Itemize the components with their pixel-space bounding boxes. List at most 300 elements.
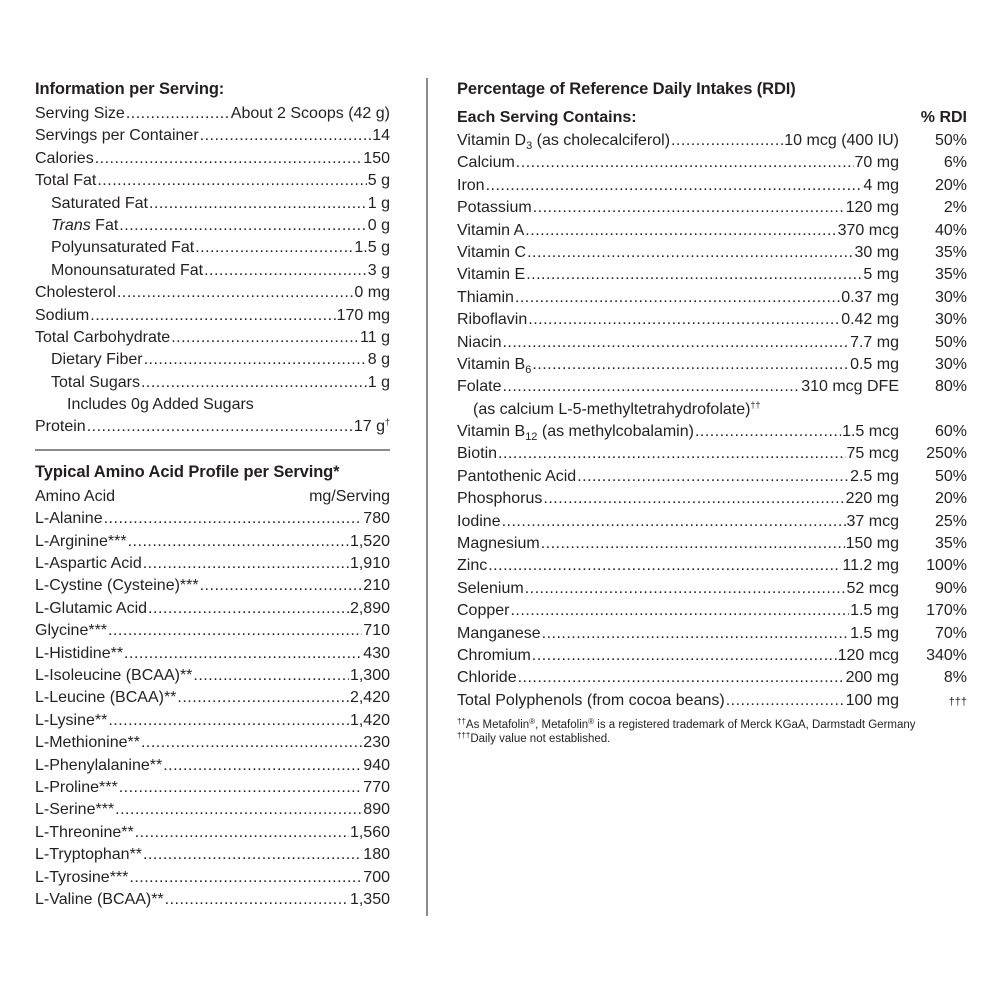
serving-label-text: Includes 0g Added Sugars [67, 396, 254, 414]
leader-dots [148, 598, 349, 620]
nutrient-amount: 0.5 mg [850, 355, 899, 373]
serving-label-text: Calories [35, 149, 94, 167]
nutrient-label: Zinc [457, 557, 488, 575]
amino-col-value: mg/Serving [309, 487, 390, 505]
amino-label: L-Histidine** [35, 644, 124, 662]
amino-row [35, 575, 390, 597]
serving-label [35, 170, 96, 192]
nutrient-rdi: 8% [943, 669, 967, 687]
serving-value [337, 305, 390, 327]
nutrient-row [457, 555, 967, 577]
leader-dots [195, 237, 353, 259]
serving-value-text: 11 g [360, 328, 390, 346]
serving-label [35, 103, 125, 125]
nutrient-row [457, 376, 967, 398]
leader-dots [117, 282, 353, 304]
nutrient-rdi: 50% [934, 467, 967, 485]
serving-title: Information per Serving: [35, 80, 225, 98]
amino-row [35, 755, 390, 777]
nutrient-row [457, 466, 967, 488]
serving-row [35, 103, 390, 125]
leader-dots [104, 508, 363, 530]
serving-value-text: About 2 Scoops (42 g) [230, 105, 390, 122]
leader-dots [542, 623, 849, 645]
nutrient-label: Biotin [457, 445, 498, 463]
leader-dots [149, 193, 367, 215]
nutrient-amount: 75 mcg [846, 445, 899, 463]
nutrient-label: Niacin [457, 333, 502, 351]
leader-dots [577, 466, 849, 488]
nutrient-amount: 70 mg [854, 154, 899, 172]
nutrient-amount: 200 mg [845, 669, 899, 687]
nutrient-row [457, 152, 967, 174]
nutrient-row [457, 645, 967, 667]
amino-label: Glycine*** [35, 622, 108, 640]
nutrient-rdi: 2% [943, 199, 967, 217]
footnotes [457, 718, 967, 746]
serving-label [51, 237, 194, 259]
nutrient-row [457, 600, 967, 622]
amino-label: L-Arginine*** [35, 532, 127, 550]
nutrient-row [457, 443, 967, 465]
amino-label: L-Valine (BCAA)** [35, 890, 164, 908]
nutrient-amount: 120 mcg [837, 646, 899, 664]
nutrient-amount: 120 mg [845, 199, 899, 217]
nutrient-amount: 7.7 mg [850, 333, 899, 351]
nutrient-rdi: 30% [934, 311, 967, 329]
serving-value-text: 0 mg [354, 284, 390, 302]
serving-value-text: 14 [372, 127, 390, 145]
leader-dots [532, 354, 849, 376]
serving-label-text: Protein [35, 418, 86, 436]
serving-list [35, 103, 390, 439]
footnote-daily-value: †††Daily value not established. [457, 731, 611, 746]
amino-label: L-Isoleucine (BCAA)** [35, 666, 193, 684]
leader-dots [518, 667, 845, 689]
nutrient-list [457, 443, 967, 712]
leader-dots [165, 889, 349, 911]
serving-label-italic: Trans [51, 216, 91, 234]
nutrient-list [457, 152, 967, 354]
serving-value-text: 1 g [367, 194, 390, 212]
leader-dots [126, 103, 230, 125]
serving-label [35, 416, 86, 438]
section-divider [35, 449, 390, 451]
amino-label: L-Tyrosine*** [35, 868, 129, 886]
serving-label-text: Monounsaturated Fat [51, 261, 204, 279]
nutrient-label: Potassium [457, 199, 532, 217]
nutrient-amount: 1.5 mg [850, 602, 899, 620]
nutrient-label: Vitamin $D_3$ (as cholecalciferol) [457, 132, 671, 152]
nutrient-amount: 310 mcg DFE [801, 378, 899, 396]
leader-dots [498, 443, 846, 465]
serving-row [35, 416, 390, 438]
leader-dots [124, 643, 362, 665]
leader-dots [108, 620, 362, 642]
leader-dots [526, 264, 862, 286]
nutrient-amount: 0.37 mg [841, 288, 899, 306]
amino-row [35, 777, 390, 799]
amino-value: 230 [363, 734, 390, 752]
leader-dots [528, 309, 840, 331]
serving-label-text: Saturated Fat [51, 194, 148, 212]
nutrient-label: Chloride [457, 669, 517, 687]
leader-dots [141, 372, 367, 394]
nutrient-label: Folate [457, 378, 502, 396]
nutrient-row [457, 533, 967, 555]
amino-row [35, 508, 390, 530]
serving-value-text: 170 mg [336, 306, 390, 324]
nutrient-rdi: 20% [934, 176, 967, 194]
leader-dots [525, 578, 846, 600]
serving-row [35, 237, 390, 259]
serving-value-text: 3 g [367, 261, 390, 279]
serving-row [35, 349, 390, 371]
dagger-mark: † [384, 417, 390, 428]
serving-value-text: 150 [363, 149, 390, 167]
serving-label-text: Total Carbohydrate [35, 328, 171, 346]
serving-row [35, 148, 390, 170]
nutrient-row [457, 309, 967, 331]
nutrient-amount: 0.42 mg [841, 311, 899, 329]
leader-dots [533, 197, 845, 219]
serving-value-text: 0 g [367, 216, 390, 234]
nutrient-label: Calcium [457, 154, 515, 172]
amino-list [35, 508, 390, 911]
nutrient-label: Manganese [457, 624, 541, 642]
amino-value: 1,910 [349, 555, 390, 573]
amino-value: 2,420 [349, 689, 390, 707]
serving-value [368, 170, 390, 192]
folate-note: (as calcium L-5-methyltetrahydrofolate)†† [473, 399, 761, 418]
nutrient-rdi: 25% [934, 512, 967, 530]
leader-dots [171, 327, 359, 349]
nutrient-amount: 37 mcg [846, 512, 899, 530]
serving-row [35, 282, 390, 304]
nutrient-rdi: 35% [934, 535, 967, 553]
amino-row [35, 867, 390, 889]
serving-label-text: Fat [95, 216, 119, 234]
leader-dots [143, 553, 349, 575]
rdi-panel [457, 78, 967, 746]
nutrient-amount: 10 mcg (400 IU) [784, 132, 899, 149]
nutrient-label: Iron [457, 176, 485, 194]
amino-value: 1,420 [349, 711, 390, 729]
leader-dots [119, 215, 366, 237]
amino-row [35, 620, 390, 642]
nutrient-rdi: 340% [926, 646, 967, 664]
amino-row [35, 687, 390, 709]
nutrient-amount: 4 mg [863, 176, 899, 194]
amino-value: 2,890 [349, 599, 390, 617]
nutrient-label: Copper [457, 602, 510, 620]
nutrient-row [457, 421, 967, 443]
amino-label: L-Proline*** [35, 778, 118, 796]
serving-value-text: 1 g [367, 373, 390, 391]
nutrient-amount: 2.5 mg [850, 467, 899, 485]
amino-header [35, 486, 390, 508]
amino-value: 940 [363, 756, 390, 774]
nutrient-rdi: 6% [943, 154, 967, 172]
nutrient-row [457, 667, 967, 689]
serving-label-text: Total Sugars [51, 373, 140, 391]
leader-dots [177, 687, 349, 709]
leader-dots [532, 645, 837, 667]
nutrient-rdi: 30% [934, 355, 967, 373]
amino-label: L-Glutamic Acid [35, 599, 148, 617]
serving-row [35, 305, 390, 327]
amino-col-label: Amino Acid [35, 487, 116, 505]
amino-value: 1,520 [349, 532, 390, 550]
nutrient-rdi: 90% [934, 579, 967, 597]
serving-label [51, 215, 118, 237]
leader-dots [502, 376, 800, 398]
leader-dots [502, 332, 849, 354]
leader-dots [95, 148, 363, 170]
leader-dots [541, 533, 845, 555]
serving-row [35, 372, 390, 394]
nutrient-row [457, 130, 967, 152]
amino-label: L-Alanine [35, 510, 103, 528]
nutrient-rdi: ††† [948, 695, 967, 708]
nutrient-rdi: 60% [934, 423, 967, 441]
leader-dots [515, 287, 840, 309]
serving-value [363, 148, 390, 170]
nutrient-label: Vitamin C [457, 243, 527, 261]
nutrient-amount: 52 mcg [846, 579, 899, 597]
nutrient-row [457, 578, 967, 600]
leader-dots [143, 844, 362, 866]
nutrient-rdi: 80% [934, 378, 967, 396]
serving-value [354, 282, 390, 304]
amino-row [35, 531, 390, 553]
amino-row [35, 598, 390, 620]
leader-dots [144, 349, 367, 371]
leader-dots [193, 665, 349, 687]
nutrient-rdi: 100% [926, 557, 967, 575]
serving-value [231, 103, 390, 125]
nutrient-rdi: 40% [934, 221, 967, 239]
nutrient-amount: 370 mcg [837, 221, 899, 239]
serving-label [67, 396, 254, 413]
amino-value: 890 [363, 801, 390, 819]
leader-dots [200, 575, 363, 597]
leader-dots [726, 690, 845, 712]
leader-dots [135, 822, 349, 844]
nutrient-row [457, 220, 967, 242]
serving-label-text: Serving Size [35, 105, 125, 122]
amino-row [35, 665, 390, 687]
serving-value [368, 260, 390, 282]
serving-value-text: 17 g [353, 418, 385, 436]
nutrient-amount: 1.5 mcg [842, 423, 899, 441]
serving-value [360, 327, 390, 349]
nutrient-label: Iodine [457, 512, 501, 530]
rdi-col-label: Each Serving Contains: [457, 109, 637, 126]
leader-dots [204, 260, 367, 282]
serving-value [354, 416, 390, 438]
amino-label: L-Tryptophan** [35, 846, 143, 864]
serving-label [35, 125, 199, 147]
leader-dots [97, 170, 366, 192]
leader-dots [200, 125, 372, 147]
amino-row [35, 710, 390, 732]
serving-value-text: 1.5 g [354, 239, 390, 257]
nutrient-row [457, 287, 967, 309]
leader-dots [527, 242, 853, 264]
nutrient-amount: 11.2 mg [842, 557, 899, 575]
serving-row [35, 327, 390, 349]
amino-value: 770 [363, 778, 390, 796]
nutrient-label: Riboflavin [457, 311, 528, 329]
amino-row [35, 643, 390, 665]
serving-row [35, 170, 390, 192]
leader-dots [486, 175, 863, 197]
amino-label: L-Phenylalanine** [35, 756, 163, 774]
amino-value: 430 [363, 644, 390, 662]
serving-value [368, 349, 390, 371]
amino-row [35, 889, 390, 911]
serving-row [35, 215, 390, 237]
nutrient-rdi: 30% [934, 288, 967, 306]
nutrient-label: Vitamin $B_{12}$ (as methylcobalamin) [457, 423, 694, 444]
amino-row [35, 844, 390, 866]
serving-row [35, 394, 390, 416]
nutrient-label: Vitamin $B_6$ [457, 355, 532, 376]
nutrient-rdi: 170% [926, 602, 967, 620]
serving-label [35, 305, 89, 327]
leader-dots [510, 600, 849, 622]
leader-dots [141, 732, 362, 754]
leader-dots [671, 130, 783, 152]
amino-row [35, 553, 390, 575]
leader-dots [543, 488, 844, 510]
rdi-header [457, 107, 967, 130]
nutrient-row [457, 488, 967, 510]
serving-value [354, 237, 390, 259]
leader-dots [488, 555, 841, 577]
leader-dots [163, 755, 362, 777]
nutrient-row [457, 511, 967, 533]
amino-label: L-Aspartic Acid [35, 555, 142, 573]
amino-label: L-Leucine (BCAA)** [35, 689, 177, 707]
amino-title: Typical Amino Acid Profile per Serving* [35, 462, 340, 481]
serving-value [368, 193, 390, 215]
serving-label-text: Cholesterol [35, 284, 116, 302]
amino-label: L-Lysine** [35, 711, 108, 729]
serving-label [51, 260, 203, 282]
serving-panel [35, 78, 390, 911]
nutrient-amount: 30 mg [854, 243, 899, 261]
serving-label [35, 282, 116, 304]
nutrient-amount: 220 mg [845, 490, 899, 508]
serving-label-text: Sodium [35, 306, 90, 324]
serving-label [51, 372, 140, 394]
nutrient-row [457, 242, 967, 264]
column-divider [426, 78, 428, 916]
serving-label-text: Dietary Fiber [51, 351, 143, 369]
amino-value: 210 [363, 577, 390, 595]
leader-dots [128, 531, 349, 553]
leader-dots [129, 867, 362, 889]
amino-value: 700 [363, 868, 390, 886]
amino-label: L-Cystine (Cysteine)*** [35, 577, 199, 595]
nutrient-label: Thiamin [457, 288, 514, 306]
amino-label: L-Serine*** [35, 801, 115, 819]
amino-label: L-Methionine** [35, 734, 140, 752]
rdi-col-pct: % RDI [920, 109, 967, 126]
nutrient-row [457, 332, 967, 354]
nutrient-row [457, 197, 967, 219]
serving-row [35, 125, 390, 147]
serving-row [35, 193, 390, 215]
amino-value: 1,300 [349, 666, 390, 684]
amino-row [35, 822, 390, 844]
leader-dots [90, 305, 335, 327]
amino-value: 180 [363, 846, 390, 864]
leader-dots [695, 421, 841, 443]
nutrient-rdi: 20% [934, 490, 967, 508]
nutrient-label: Selenium [457, 579, 524, 597]
nutrient-label: Magnesium [457, 535, 540, 553]
nutrient-label: Phosphorus [457, 490, 543, 508]
serving-value [368, 372, 390, 394]
serving-label-text: Total Fat [35, 172, 97, 190]
nutrient-amount: 5 mg [863, 266, 899, 284]
nutrient-label: Total Polyphenols (from cocoa beans) [457, 691, 725, 709]
nutrient-row [457, 623, 967, 645]
leader-dots [525, 220, 836, 242]
amino-value: 1,350 [349, 890, 390, 908]
nutrient-row [457, 175, 967, 197]
nutrient-rdi: 50% [934, 132, 967, 149]
leader-dots [115, 799, 362, 821]
amino-value: 1,560 [349, 823, 390, 841]
leader-dots [516, 152, 854, 174]
amino-value: 710 [363, 622, 390, 640]
serving-value-text: 5 g [367, 172, 390, 190]
serving-label-text: Servings per Container [35, 127, 199, 145]
nutrient-rdi: 35% [934, 266, 967, 284]
nutrient-label: Vitamin A [457, 221, 525, 239]
nutrient-amount: 100 mg [845, 691, 899, 709]
nutrient-rdi: 70% [934, 624, 967, 642]
nutrient-label: Vitamin E [457, 266, 526, 284]
serving-row [35, 260, 390, 282]
serving-label-text: Polyunsaturated Fat [51, 239, 195, 257]
serving-value [372, 125, 390, 147]
leader-dots [87, 416, 353, 438]
nutrient-row [457, 690, 967, 712]
nutrient-amount: 150 mg [845, 535, 899, 553]
serving-value [368, 215, 390, 237]
serving-label [35, 148, 94, 170]
amino-row [35, 732, 390, 754]
nutrient-label: Chromium [457, 646, 531, 664]
nutrient-label: Pantothenic Acid [457, 467, 577, 485]
leader-dots [119, 777, 363, 799]
serving-label [35, 327, 170, 349]
amino-label: L-Threonine** [35, 823, 134, 841]
nutrient-row [457, 354, 967, 376]
nutrient-rdi: 250% [926, 445, 967, 463]
nutrient-row [457, 264, 967, 286]
nutrient-rdi: 35% [934, 243, 967, 261]
leader-dots [108, 710, 349, 732]
nutrient-rdi: 50% [934, 333, 967, 351]
serving-label [51, 193, 148, 215]
amino-value: 780 [363, 510, 390, 528]
